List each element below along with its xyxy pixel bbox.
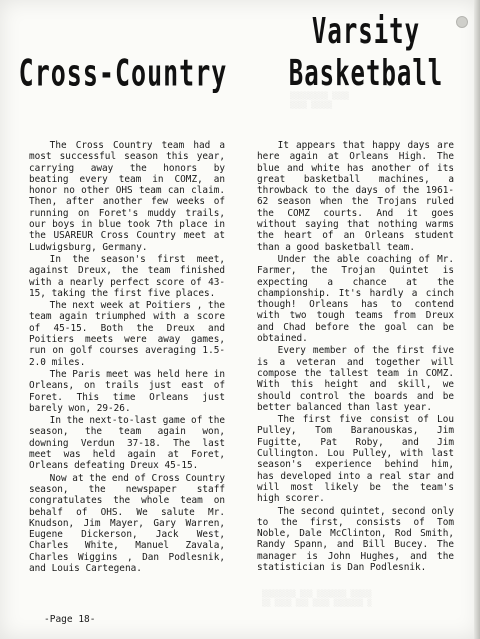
article-paragraph: In the next-to-last game of the season, the team again won, downing Verdun 37-18. The last meet was held again at Foret, Orleans defeating Dreux 45-15.	[29, 415, 225, 472]
article-paragraph: Under the able coaching of Mr. Farmer, the Trojan Quintet is expecting a chance at the championship. It's hardly a cinch though! Orleans has to contend with two tough teams from Dreux and Chad before the goal can be obtained.	[257, 253, 454, 345]
article-paragraph: The Cross Country team had a most successful season this year, carrying away the honors by beating every team in COMZ, an honor no other OHS team can claim. Then, after another few weeks of running on Foret's muddy trails, our boys in blue took 7th place in the USAREUR Cross Country meet at Ludwigsburg, Germany.	[29, 140, 225, 253]
varsity-basketball-article	[257, 140, 454, 573]
page-edge	[474, 0, 480, 639]
article-paragraph: Now at the end of Cross Country season, the newspaper staff congratulates the whole team on behalf of OHS. We salute Mr. Knudson, Jim Mayer, Gary Warren, Eugene Dickerson, Jack West, Charles White, Manuel Zavala, Charles Wiggins , Dan Podlesnik, and Louis Cartegena.	[29, 472, 225, 574]
article-paragraph: The second quintet, second only to the first, consists of Tom Noble, Dale McClinton, Rod Smith, Randy Spann, and Bill Bucey. The manager is John Hughes, and the statistician is Dan Podlesnik.	[257, 505, 454, 573]
cross-country-article	[29, 140, 225, 574]
bleed-through-text-top: ▒▒▒▒▒▒▒▒▒ ▒▒▒▒ ▒▒▒▒ ▒▒▒▒▒	[290, 92, 350, 109]
page-number: -Page 18-	[44, 614, 96, 625]
article-paragraph: Every member of the first five is a veteran and together will compose the tallest team in COMZ. With this height and skill, we should control the boards and be better balanced than last year.	[257, 345, 454, 413]
article-paragraph: It appears that happy days are here again at Orleans High. The blue and white has another of its great basketball machines, a throwback to the days of the 1961-62 season when the Trojans ruled the COMZ courts. And it goes without saying that nothing warms the heart of an Orleans student than a good basketball team.	[257, 140, 454, 253]
cross-country-headline: Cross-Country	[18, 52, 228, 95]
varsity-basketball-headline-text: Varsity Basketball	[288, 10, 444, 94]
bleed-through-text: ▒▒▒▒▒▒▒▒ ▒▒▒ ▒▒▒▒▒▒▒ ▒▒▒▒▒ ▒▒ ▒▒▒▒ ▒▒▒ ▒▒▒▒ ▒▒▒▒▒▒▒ ▒	[262, 590, 372, 607]
article-paragraph: The next week at Poitiers , the team again triumphed with a score of 45-15. Both the Dreux and Poitiers meets were away games, run on golf courses averaging 1.5-2.0 miles.	[29, 300, 225, 368]
varsity-basketball-headline	[266, 10, 466, 94]
article-paragraph: The Paris meet was held here in Orleans, on trails just east of Foret. This time Orleans just barely won, 29-26.	[29, 368, 225, 414]
article-paragraph: In the season's first meet, against Dreux, the team finished with a nearly perfect score of 43-15, taking the first five places.	[29, 253, 225, 299]
article-paragraph: The first five consist of Lou Pulley, Tom Baranouskas, Jim Fugitte, Pat Roby, and Jim Cullington. Lou Pulley, with last season's experience behind him, has developed into a real star and will most likely be the team's high scorer.	[257, 414, 454, 505]
